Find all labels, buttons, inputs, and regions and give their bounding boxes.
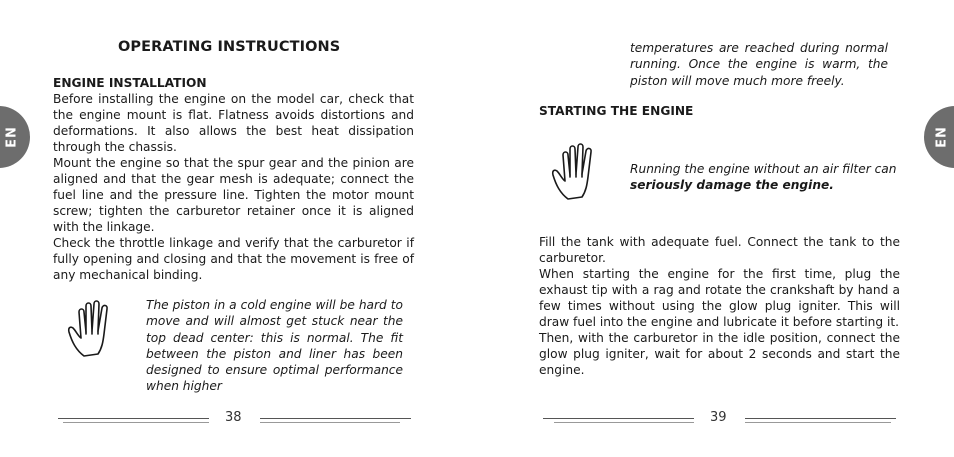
- footer-rule: [745, 422, 891, 423]
- paragraph: Then, with the carburetor in the idle position, connect the glow plug igniter, wait for about 2 seconds and start the engine.: [539, 331, 900, 377]
- footer-rule: [63, 422, 209, 423]
- paragraph: Check the throttle linkage and verify that the carburetor if fully opening and closing and that the movement is free of any mechanical binding.: [53, 236, 414, 282]
- footer-rule: [745, 418, 896, 419]
- starting-engine-body: [539, 234, 900, 378]
- footer-rule: [260, 422, 400, 423]
- page-number: 38: [225, 410, 242, 425]
- section-heading-engine-installation: ENGINE INSTALLATION: [53, 76, 207, 90]
- continued-note: temperatures are reached during normal running. Once the engine is warm, the piston will move much more freely.: [630, 41, 888, 88]
- engine-installation-body: [53, 91, 414, 283]
- cold-engine-note: The piston in a cold engine will be hard to move and will almost get stuck near the top dead center: this is normal. The fit between the piston and liner has been designed to ensure optimal performance when higher: [146, 298, 403, 394]
- paragraph: Fill the tank with adequate fuel. Connect the tank to the carburetor.: [539, 235, 900, 265]
- footer-rule: [554, 422, 694, 423]
- footer-rule: [58, 418, 209, 419]
- language-tab-left: [0, 106, 30, 168]
- language-tab-right: [924, 106, 954, 168]
- section-heading-starting-engine: STARTING THE ENGINE: [539, 104, 694, 118]
- paragraph: Before installing the engine on the model car, check that the engine mount is flat. Flatness avoids distortions and deformations. It also allows the best heat dissipation through the chassis.: [53, 92, 414, 154]
- warning-emphasis: seriously damage the engine.: [630, 178, 834, 192]
- footer-rule: [543, 418, 694, 419]
- page-number: 39: [710, 410, 727, 425]
- air-filter-warning: [630, 161, 900, 193]
- paragraph: When starting the engine for the first time, plug the exhaust tip with a rag and rotate the crankshaft by hand a few times without using the glow plug igniter. This will draw fuel into the engine and lubricate it before starting it.: [539, 267, 900, 329]
- hand-stop-icon: [548, 141, 612, 205]
- hand-stop-icon: [64, 298, 128, 362]
- warning-text: Running the engine without an air filter can: [630, 162, 897, 176]
- footer-rule: [260, 418, 411, 419]
- paragraph: Mount the engine so that the spur gear and the pinion are aligned and that the gear mesh is adequate; connect the fuel line and the pressure line. Tighten the motor mount screw; tighten the carburetor retainer once it is aligned with the linkage.: [53, 156, 414, 234]
- language-tab-label: EN: [934, 126, 950, 148]
- page-title: OPERATING INSTRUCTIONS: [118, 39, 341, 55]
- language-tab-label: EN: [4, 126, 20, 148]
